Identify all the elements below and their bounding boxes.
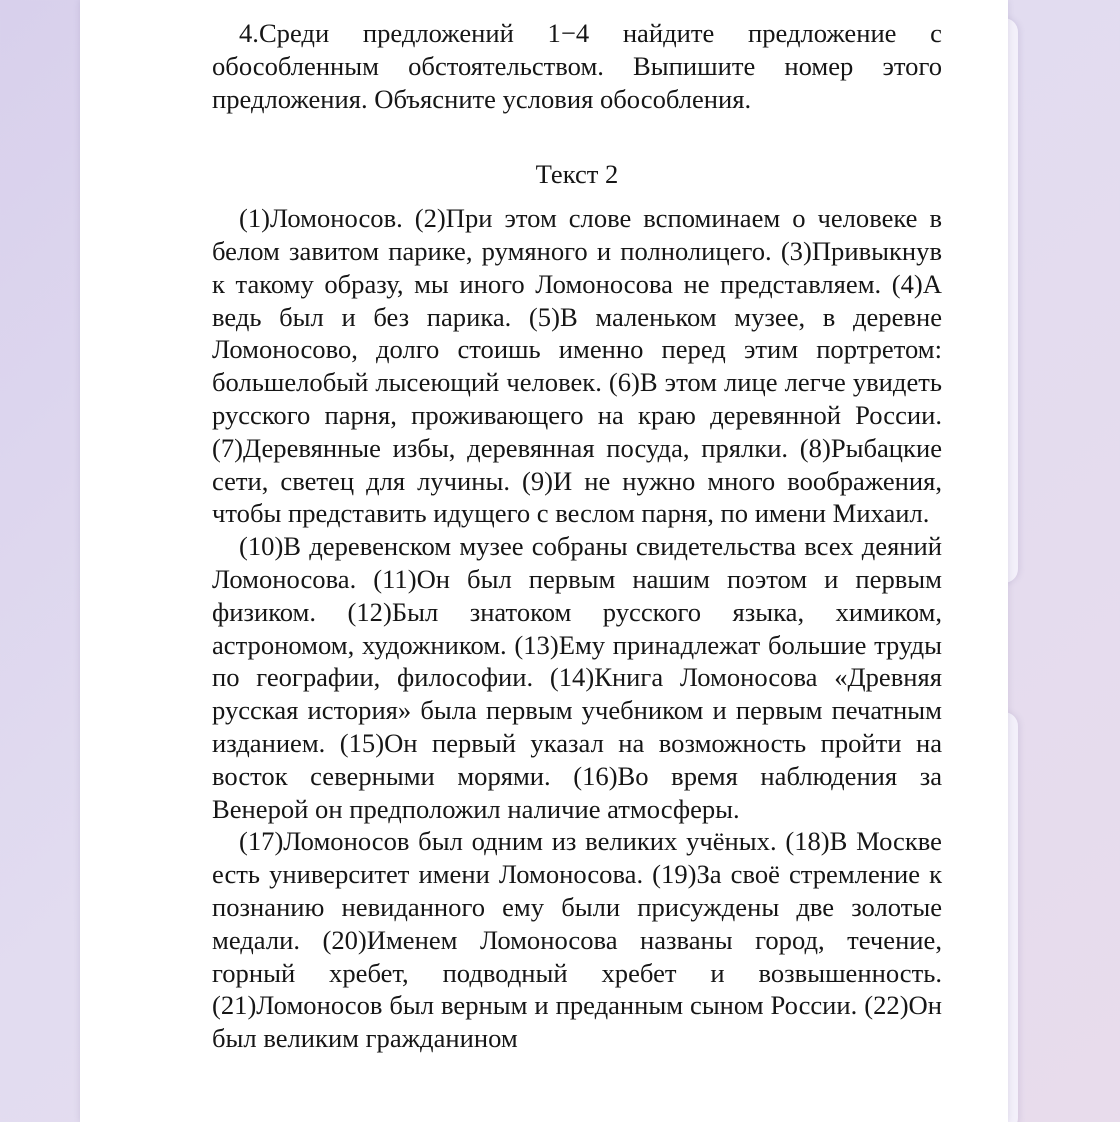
text-title: Текст 2 — [535, 159, 619, 190]
document-content — [212, 17, 942, 1055]
text-paragraph-3: (17)Ломоносов был одним из великих учёных. (18)В Москве есть университет имени Ломоносова. (19)За своё стремление к познанию невиданного ему были присуждены две золотые медали. (20)Именем Ломоносова названы город, течение, горный хребет, подводный хребет и возвышенность. (21)Ломоносов был верным и преданным сыном России. (22)Он был великим гражданином — [212, 826, 942, 1054]
text-paragraph-2: (10)В деревенском музее собраны свидетельства всех деяний Ломоносова. (11)Он был первым нашим поэтом и первым физиком. (12)Был знатоком русского языка, химиком, астрономом, художником. (13)Ему принадлежат большие труды по географии, философии. (14)Книга Ломоносова «Древняя русская история» была первым учебником и первым печатным изданием. (15)Он первый указал на возможность пройти на восток северными морями. (16)Во время наблюдения за Венерой он предположил наличие атмосферы. — [212, 531, 942, 824]
text-paragraph-1: (1)Ломоносов. (2)При этом слове вспоминаем о человеке в белом завитом парике, румяного и полнолицего. (3)Привыкнув к такому образу, мы иного Ломоносова не представляем. (4)А ведь был и без парика. (5)В маленьком музее, в деревне Ломоносово, долго стоишь именно перед этим портретом: большелобый лысеющий человек. (6)В этом лице легче увидеть русского парня, проживающего на краю деревянной России. (7)Деревянные избы, деревянная посуда, прялки. (8)Рыбацкие сети, светец для лучины. (9)И не нужно много воображения, чтобы представить идущего с веслом парня, по имени Михаил. — [212, 203, 942, 529]
task-paragraph: 4.Среди предложений 1−4 найдите предложение с обособленным обстоятельством. Выпишите номер этого предложения. Объясните условия обособления. — [212, 18, 942, 114]
document-page — [80, 0, 1008, 1122]
